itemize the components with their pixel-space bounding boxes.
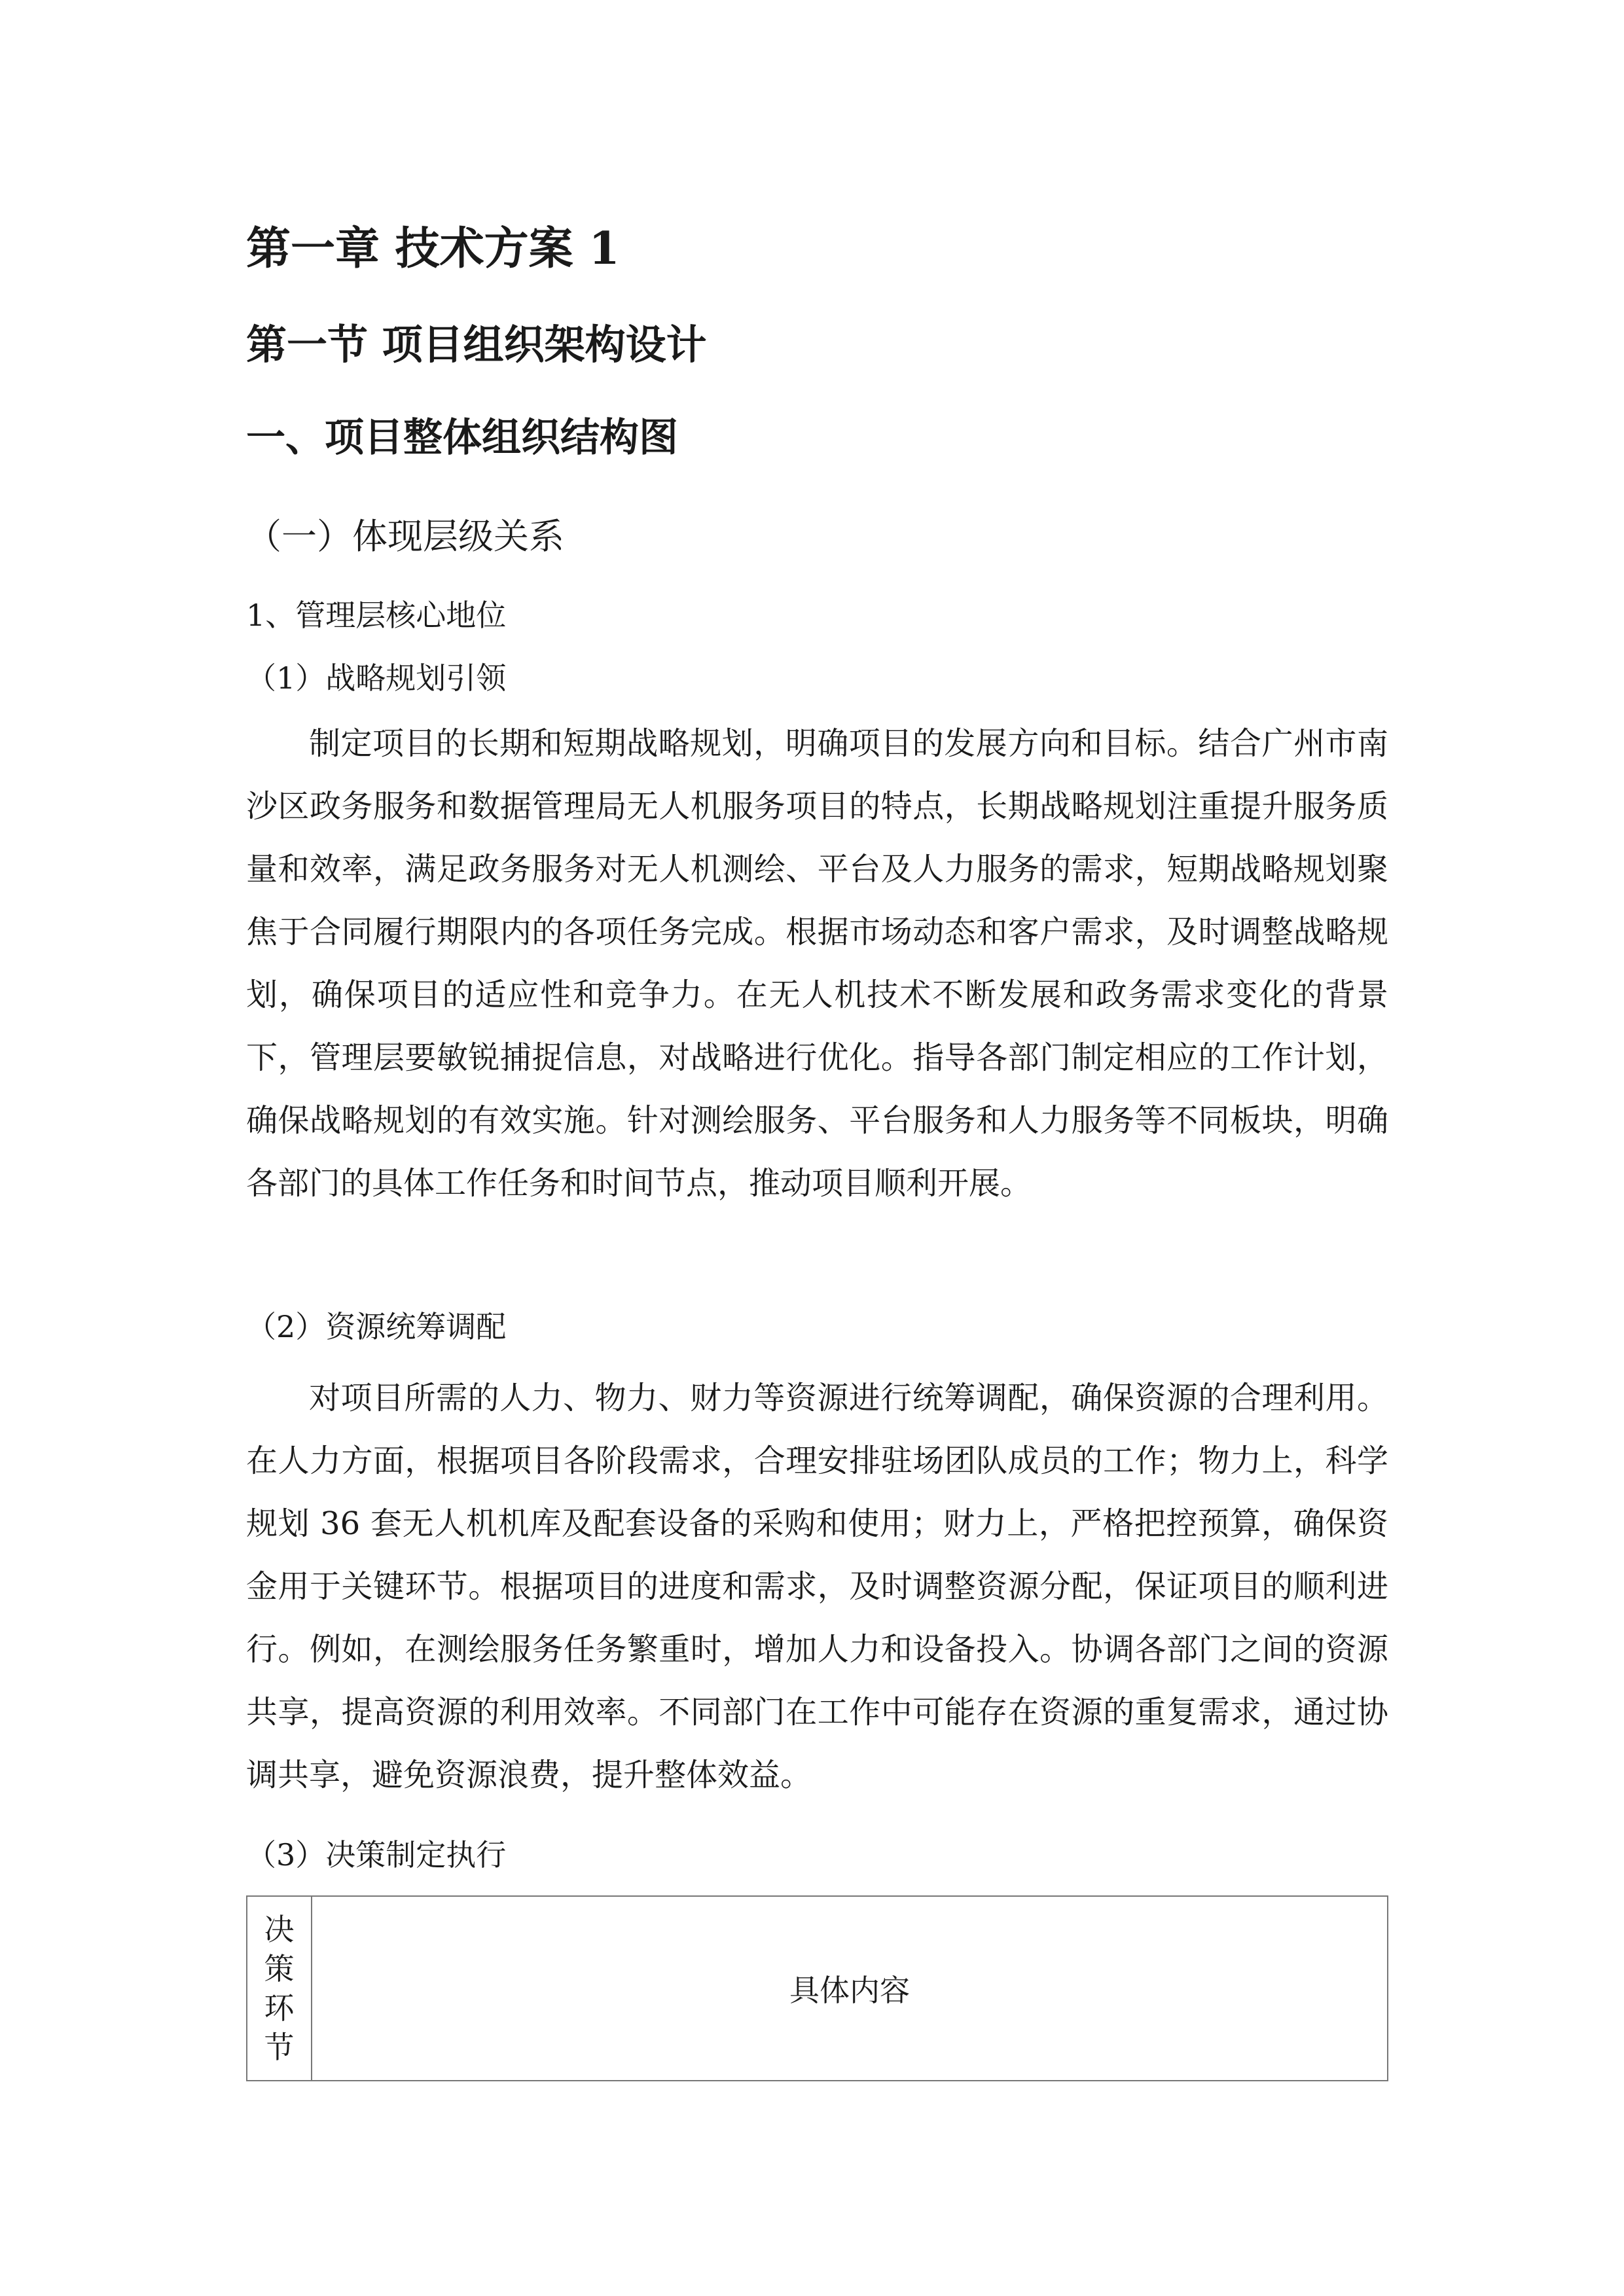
item-strategy-title: （1）战略规划引领 — [246, 660, 507, 696]
table-header-cell — [312, 1896, 1388, 2081]
subheading-management-core: 1、管理层核心地位 — [246, 598, 507, 633]
section-title: 第一节 项目组织架构设计 — [246, 321, 707, 368]
table-header-cell — [247, 1896, 312, 2081]
item-decision-title: （3）决策制定执行 — [246, 1837, 507, 1873]
table-row — [247, 1896, 1388, 2081]
item-strategy-body: 制定项目的长期和短期战略规划，明确项目的发展方向和目标。结合广州市南沙区政务服务和数据管理局无人机服务项目的特点，长期战略规划注重提升服务质量和效率，满足政务服务对无人机测绘、平台及人力服务的需求，短期战略规划聚焦于合同履行期限内的各项任务完成。根据市场动态和客户需求，及时调整战略规划，确保项目的适应性和竞争力。在无人机技术不断发展和政务需求变化的背景下，管理层要敏锐捕捉信息，对战略进行优化。指导各部门制定相应的工作计划，确保战略规划的有效实施。针对测绘服务、平台服务和人力服务等不同板块，明确各部门的具体工作任务和时间节点，推动项目顺利开展。 — [246, 725, 1388, 1202]
subsection-title: 一、项目整体组织结构图 — [246, 415, 678, 461]
item-resource-title: （2）资源统筹调配 — [246, 1309, 507, 1344]
chapter-title: 第一章 技术方案 1 — [246, 223, 620, 275]
decision-table — [246, 1895, 1388, 2081]
subheading-level-relations: （一）体现层级关系 — [246, 516, 564, 557]
decision-stage-header: 决策环节 — [264, 1912, 295, 2065]
item-resource-body: 对项目所需的人力、物力、财力等资源进行统筹调配，确保资源的合理利用。在人力方面，根据项目各阶段需求，合理安排驻场团队成员的工作；物力上，科学规划 36 套无人机机库及配套设备的采购和使用；财力上，严格把控预算，确保资金用于关键环节。根据项目的进度和需求，及时调整资源分配，保证项目的顺利进行。例如，在测绘服务任务繁重时，增加人力和设备投入。协调各部门之间的资源共享，提高资源的利用效率。不同部门在工作中可能存在资源的重复需求，通过协调共享，避免资源浪费，提升整体效益。 — [246, 1380, 1388, 1793]
specific-content-header: 具体内容 — [789, 1973, 910, 2008]
